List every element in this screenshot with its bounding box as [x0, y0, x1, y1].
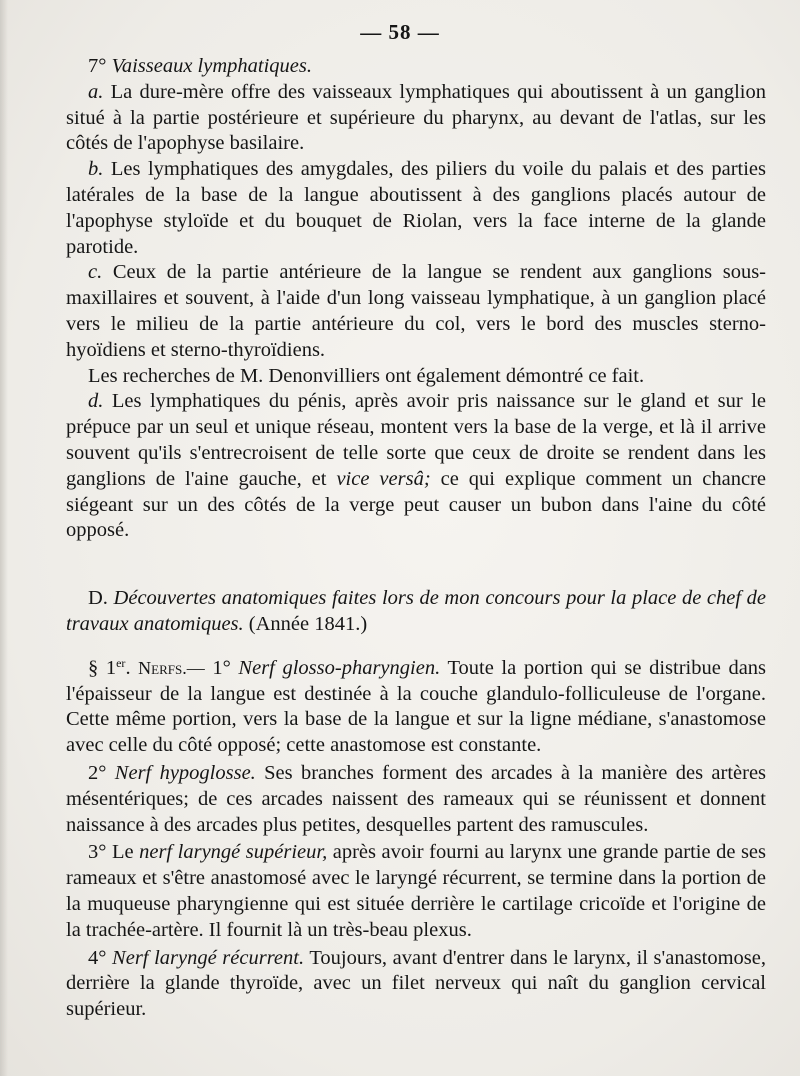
item-text: ce qui explique comment un chancre siégeant sur un des côtés de la verge peut causer un bubon dans l'aine du côté opposé. [66, 467, 766, 542]
page-body [66, 54, 766, 1023]
paragraph-nerf-3 [66, 840, 766, 943]
nerf-text: après avoir fourni au larynx une grande partie de ses rameaux et s'être anastomosé avec le laryngé récurrent, se termine dans la portion de la muqueuse pharyngienne qui est située derrière le cartilage cricoïde et l'origine de la trachée-artère. Il fournit là un très-beau plexus. [66, 841, 766, 941]
paragraph-mark-superscript: er [116, 655, 126, 670]
paragraph-nerf-4 [66, 946, 766, 1023]
paragraph-c [66, 260, 766, 363]
nerf-text: Toute la portion qui se distribue dans l'épaisseur de la langue est destinée à la couche glandulo-folliculeuse de l'organe. Cette même portion, vers la base de la langue et sur la ligne médiane, s'anastomose avec celle du côté opposé; cette anastomose est constante. [66, 656, 767, 757]
nerf-number: 3° [88, 841, 107, 864]
item-italic-phrase: vice versâ; [336, 467, 431, 490]
nerf-title: Nerf hypoglosse. [114, 761, 256, 784]
item-label: a. [88, 80, 104, 103]
nerf-number: 2° [88, 761, 107, 784]
nerf-title: Nerf laryngé récurrent. [112, 946, 305, 969]
paragraph-nerf-2 [66, 761, 766, 838]
section-7-number: 7° [88, 55, 107, 77]
nerf-number: 1° [212, 656, 231, 679]
nerf-number: 4° [88, 946, 107, 969]
item-label: d. [88, 390, 104, 413]
item-text: La dure-mère offre des vaisseaux lymphatiques qui aboutissent à un ganglion situé à la partie postérieure et supérieure du pharynx, au devant de l'atlas, sur les côtés de l'apophyse basilaire. [66, 80, 766, 155]
item-text: Les lymphatiques des amygdales, des piliers du voile du palais et des parties latérales de la base de la langue aboutissent à des ganglions placés autour de l'apophyse styloïde et du bouquet de Riolan, vers la face interne de la glande parotide. [66, 158, 767, 258]
item-text: Ceux de la partie antérieure de la langue se rendent aux ganglions sous-maxillaires et souvent, à l'aide d'un long vaisseau lymphatique, à un ganglion placé vers le milieu de la partie antérieure du col, vers le bord des muscles sterno-hyoïdiens et sterno-thyroïdiens. [66, 261, 767, 361]
item-label: b. [88, 158, 104, 181]
paragraph-b [66, 157, 766, 260]
paragraph-nerf-1: § 1er. Nerfs.— 1° Nerf glosso-pharyngien. Toute la portion qui se distribue dans l'épaisseur de la langue est destinée à la couche glandulo-folliculeuse de l'organe. Cette même portion, vers la base de la langue et sur la ligne médiane, s'anastomose avec celle du côté opposé; cette anastomose est constante. [66, 655, 767, 757]
paragraph-d [66, 389, 766, 544]
nerf-text: Toujours, avant d'entrer dans le larynx, il s'anastomose, derrière la glande thyroïde, avec un filet nerveux qui naît du ganglion cervical supérieur. [66, 946, 767, 1021]
item-text: Les lymphatiques du pénis, après avoir pris naissance sur le gland et sur le prépuce par un seul et unique réseau, montent vers la base de la verge, et là il arrive souvent qu'ils s'entrecroisent de telle sorte que ceux de droite se rendent dans les ganglions de l'aine gauche, et [66, 390, 766, 490]
nerfs-label: Nerfs.— [138, 657, 205, 678]
paragraph-a [66, 80, 766, 157]
section-d-year: (Année 1841.) [248, 612, 368, 635]
page-gutter-shadow [0, 0, 8, 1076]
section-d-title: Découvertes anatomiques faites lors de mon concours pour la place de chef de travaux anatomiques. [66, 587, 766, 635]
section-7-title: Vaisseaux lymphatiques. [111, 55, 312, 77]
section-d-letter: D. [88, 587, 108, 610]
nerf-prefix: Le [111, 841, 134, 864]
page-number: — 58 — [360, 20, 440, 44]
section-7-heading [66, 54, 766, 80]
nerf-title: Nerf glosso-pharyngien. [238, 656, 441, 679]
nerf-text: Ses branches forment des arcades à la manière des artères mésentériques; de ces arcades naissent des rameaux qui se réunissent et donnent naissance à des arcades plus petites, desquelles partent des ramuscules. [66, 761, 767, 836]
item-label: c. [88, 261, 103, 284]
section-d-heading [66, 586, 766, 638]
paragraph-mark: § 1 [88, 656, 117, 679]
paragraph-denonvilliers: Les recherches de M. Denonvilliers ont également démontré ce fait. [88, 364, 645, 387]
nerf-title: nerf laryngé supérieur, [139, 841, 328, 864]
